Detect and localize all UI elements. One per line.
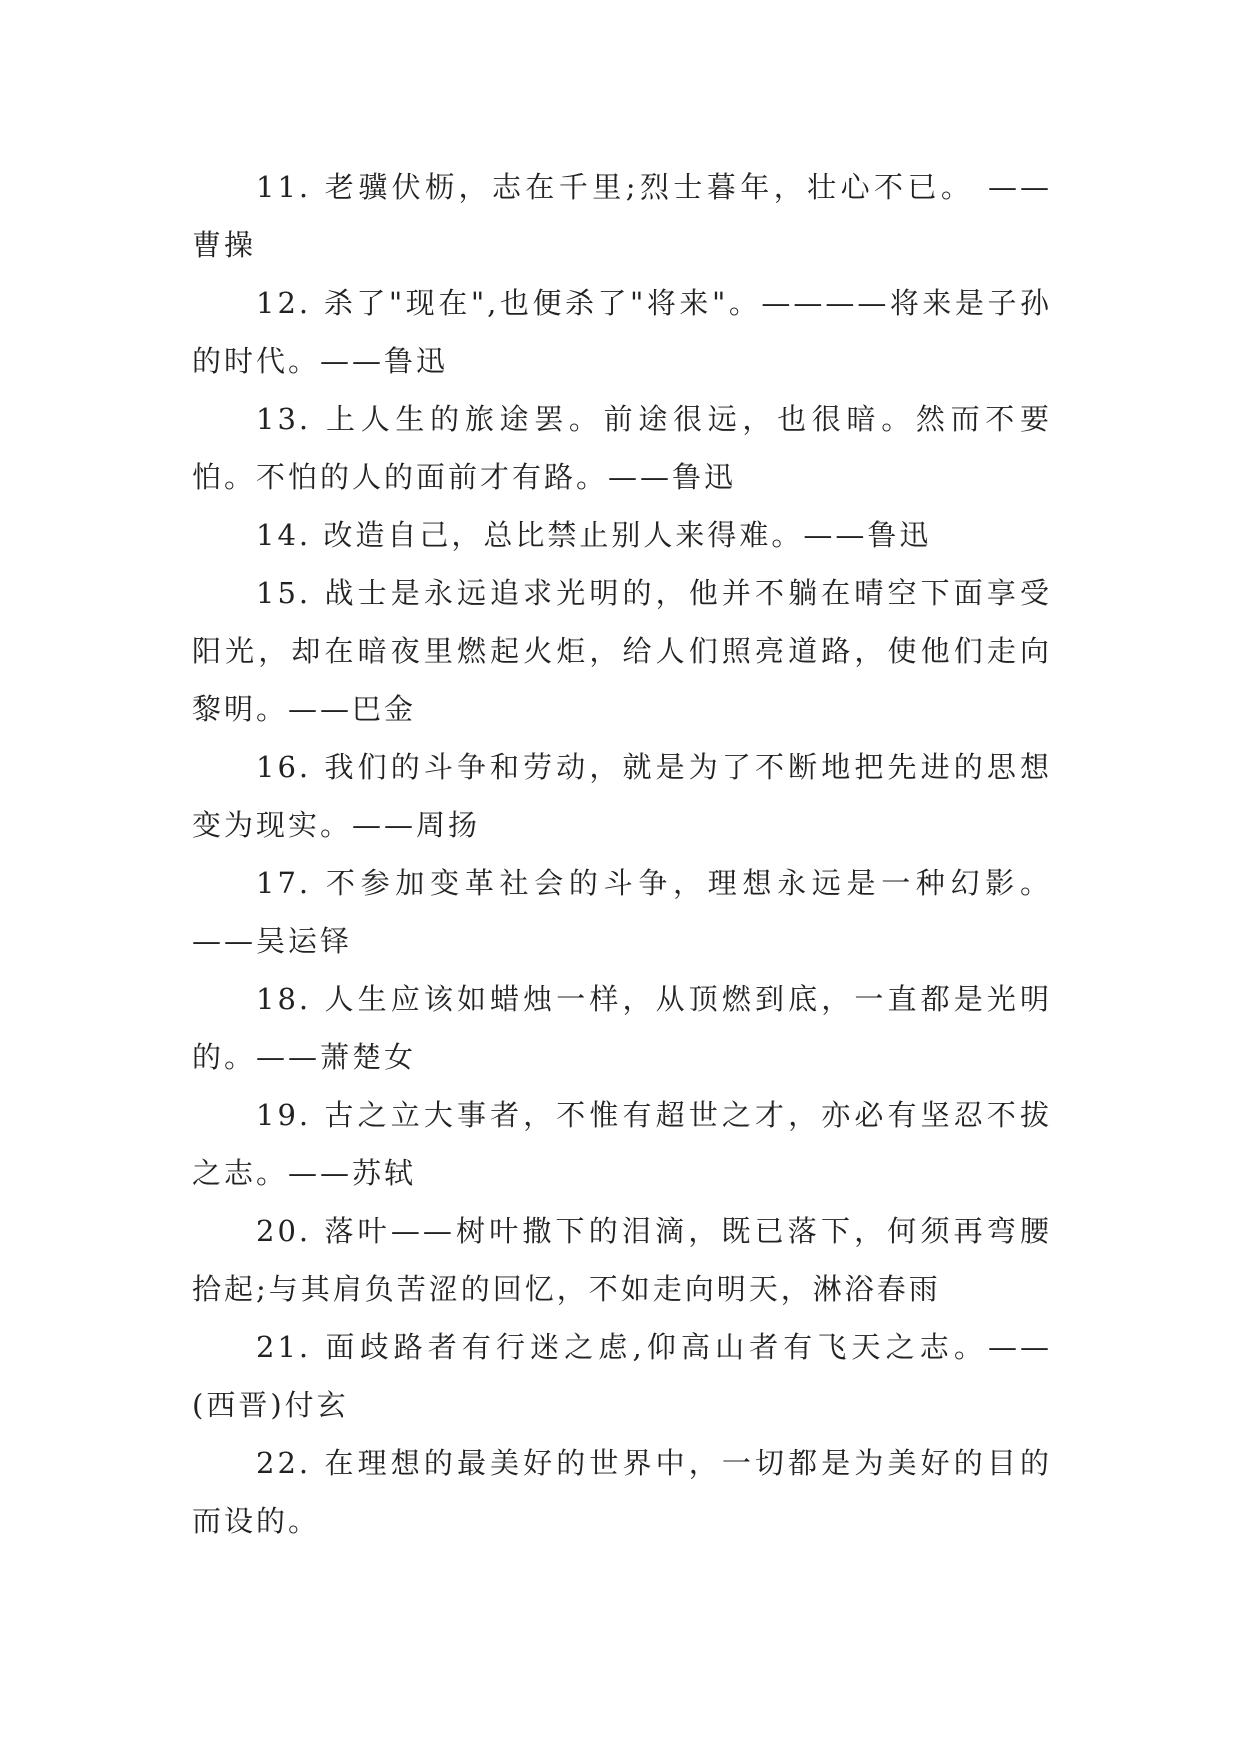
- quote-paragraph-13: 13. 上人生的旅途罢。前途很远，也很暗。然而不要怕。不怕的人的面前才有路。——鲁迅: [192, 402, 1052, 494]
- quote-paragraph-14: 14. 改造自己，总比禁止别人来得难。——鲁迅: [256, 518, 932, 552]
- quote-paragraph-18: 18. 人生应该如蜡烛一样，从顶燃到底，一直都是光明的。——萧楚女: [192, 982, 1052, 1074]
- quote-paragraph-22: 22. 在理想的最美好的世界中，一切都是为美好的目的而设的。: [192, 1446, 1052, 1538]
- quote-paragraph-21: 21. 面歧路者有行迷之虑,仰高山者有飞天之志。——(西晋)付玄: [192, 1330, 1052, 1422]
- quote-paragraph-15: 15. 战士是永远追求光明的，他并不躺在晴空下面享受阳光，却在暗夜里燃起火炬，给人们照亮道路，使他们走向黎明。——巴金: [192, 576, 1052, 726]
- quote-paragraph-12: 12. 杀了"现在",也便杀了"将来"。————将来是子孙的时代。——鲁迅: [192, 286, 1052, 378]
- quote-paragraph-11: 11. 老骥伏枥，志在千里;烈士暮年，壮心不已。 ——曹操: [192, 170, 1052, 262]
- quote-paragraph-17: 17. 不参加变革社会的斗争，理想永远是一种幻影。——吴运铎: [192, 866, 1052, 958]
- quote-paragraph-16: 16. 我们的斗争和劳动，就是为了不断地把先进的思想变为现实。——周扬: [192, 750, 1052, 842]
- document-body: [192, 158, 1052, 1550]
- quote-paragraph-19: 19. 古之立大事者，不惟有超世之才，亦必有坚忍不拔之志。——苏轼: [192, 1098, 1052, 1190]
- quote-paragraph-20: 20. 落叶——树叶撒下的泪滴，既已落下，何须再弯腰拾起;与其肩负苦涩的回忆，不如走向明天，淋浴春雨: [192, 1214, 1052, 1306]
